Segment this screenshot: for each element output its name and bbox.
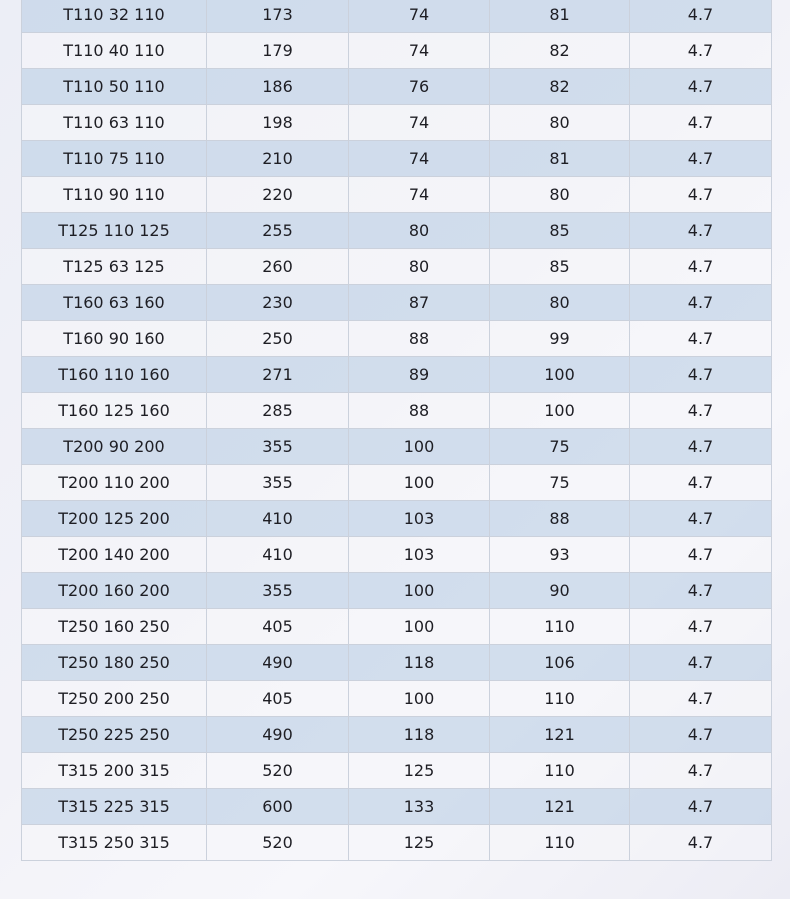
table-row (22, 609, 772, 645)
table-row (22, 0, 772, 33)
table-cell: T200 140 200 (22, 537, 207, 573)
table-cell: T200 90 200 (22, 429, 207, 465)
table-cell: 80 (349, 249, 490, 285)
table-cell: T110 50 110 (22, 69, 207, 105)
table-cell: 100 (349, 681, 490, 717)
table-cell: T200 125 200 (22, 501, 207, 537)
table-cell: 4.7 (630, 609, 772, 645)
table-cell: 405 (207, 609, 349, 645)
table-row (22, 753, 772, 789)
table-cell: 4.7 (630, 357, 772, 393)
table-cell: T160 63 160 (22, 285, 207, 321)
table-cell: 4.7 (630, 717, 772, 753)
table-cell: 90 (490, 573, 630, 609)
table-cell: 4.7 (630, 213, 772, 249)
table-cell: 4.7 (630, 465, 772, 501)
table-cell: 355 (207, 573, 349, 609)
table-cell: 4.7 (630, 249, 772, 285)
table-cell: 82 (490, 33, 630, 69)
table-cell: 110 (490, 609, 630, 645)
spec-table-container (21, 0, 771, 861)
table-cell: 125 (349, 753, 490, 789)
table-cell: 80 (490, 285, 630, 321)
table-cell: 80 (349, 213, 490, 249)
table-cell: 405 (207, 681, 349, 717)
table-cell: 121 (490, 717, 630, 753)
table-cell: 103 (349, 501, 490, 537)
table-cell: 110 (490, 681, 630, 717)
table-cell: 74 (349, 33, 490, 69)
table-cell: 4.7 (630, 645, 772, 681)
table-cell: 4.7 (630, 537, 772, 573)
table-cell: 285 (207, 393, 349, 429)
table-cell: 88 (490, 501, 630, 537)
table-cell: 4.7 (630, 177, 772, 213)
table-cell: 88 (349, 321, 490, 357)
table-cell: 118 (349, 645, 490, 681)
table-row (22, 573, 772, 609)
table-cell: 75 (490, 465, 630, 501)
table-cell: 133 (349, 789, 490, 825)
table-cell: 74 (349, 177, 490, 213)
table-cell: 271 (207, 357, 349, 393)
table-cell: 186 (207, 69, 349, 105)
table-row (22, 69, 772, 105)
table-cell: T125 63 125 (22, 249, 207, 285)
table-row (22, 357, 772, 393)
table-cell: 100 (349, 609, 490, 645)
spec-table (21, 0, 772, 861)
table-cell: 88 (349, 393, 490, 429)
table-cell: T110 63 110 (22, 105, 207, 141)
table-cell: 100 (349, 465, 490, 501)
table-cell: 4.7 (630, 321, 772, 357)
table-cell: 520 (207, 753, 349, 789)
table-cell: 4.7 (630, 753, 772, 789)
table-row (22, 429, 772, 465)
table-cell: T200 110 200 (22, 465, 207, 501)
table-row (22, 501, 772, 537)
table-cell: T250 180 250 (22, 645, 207, 681)
table-cell: 100 (490, 357, 630, 393)
table-cell: T160 110 160 (22, 357, 207, 393)
table-row (22, 33, 772, 69)
table-cell: 4.7 (630, 393, 772, 429)
table-cell: 220 (207, 177, 349, 213)
table-cell: T125 110 125 (22, 213, 207, 249)
table-cell: T160 90 160 (22, 321, 207, 357)
table-row (22, 141, 772, 177)
table-cell: 118 (349, 717, 490, 753)
table-cell: 74 (349, 141, 490, 177)
table-cell: 490 (207, 645, 349, 681)
table-row (22, 213, 772, 249)
table-cell: 110 (490, 825, 630, 861)
table-cell: 355 (207, 465, 349, 501)
table-cell: 121 (490, 789, 630, 825)
table-cell: 4.7 (630, 681, 772, 717)
table-cell: 110 (490, 753, 630, 789)
table-cell: T200 160 200 (22, 573, 207, 609)
table-cell: 99 (490, 321, 630, 357)
table-cell: 75 (490, 429, 630, 465)
table-cell: 255 (207, 213, 349, 249)
table-cell: 100 (349, 429, 490, 465)
table-cell: 4.7 (630, 429, 772, 465)
table-row (22, 393, 772, 429)
table-cell: 125 (349, 825, 490, 861)
table-cell: T315 225 315 (22, 789, 207, 825)
table-cell: T110 75 110 (22, 141, 207, 177)
table-cell: 520 (207, 825, 349, 861)
table-cell: 410 (207, 537, 349, 573)
table-row (22, 105, 772, 141)
table-cell: 4.7 (630, 105, 772, 141)
table-row (22, 645, 772, 681)
table-cell: 80 (490, 105, 630, 141)
table-cell: T315 250 315 (22, 825, 207, 861)
table-row (22, 285, 772, 321)
table-row (22, 681, 772, 717)
table-cell: 355 (207, 429, 349, 465)
table-cell: 87 (349, 285, 490, 321)
table-cell: 80 (490, 177, 630, 213)
table-cell: T250 225 250 (22, 717, 207, 753)
table-cell: 103 (349, 537, 490, 573)
table-cell: 4.7 (630, 141, 772, 177)
table-row (22, 321, 772, 357)
table-cell: 74 (349, 0, 490, 33)
table-row (22, 177, 772, 213)
table-cell: T160 125 160 (22, 393, 207, 429)
table-row (22, 717, 772, 753)
spec-table-body (22, 0, 772, 861)
table-cell: 106 (490, 645, 630, 681)
table-cell: T250 200 250 (22, 681, 207, 717)
table-cell: 76 (349, 69, 490, 105)
table-cell: 89 (349, 357, 490, 393)
table-cell: 85 (490, 249, 630, 285)
table-cell: T110 90 110 (22, 177, 207, 213)
table-cell: 210 (207, 141, 349, 177)
table-cell: 100 (490, 393, 630, 429)
table-cell: 4.7 (630, 825, 772, 861)
table-cell: 260 (207, 249, 349, 285)
table-cell: 4.7 (630, 573, 772, 609)
table-cell: 4.7 (630, 33, 772, 69)
table-row (22, 249, 772, 285)
table-cell: 4.7 (630, 0, 772, 33)
table-cell: 93 (490, 537, 630, 573)
table-cell: 230 (207, 285, 349, 321)
table-cell: T250 160 250 (22, 609, 207, 645)
table-cell: 81 (490, 0, 630, 33)
table-cell: 173 (207, 0, 349, 33)
table-cell: 179 (207, 33, 349, 69)
table-cell: T315 200 315 (22, 753, 207, 789)
table-cell: 4.7 (630, 789, 772, 825)
table-cell: T110 40 110 (22, 33, 207, 69)
table-cell: 100 (349, 573, 490, 609)
table-cell: 82 (490, 69, 630, 105)
table-cell: 81 (490, 141, 630, 177)
table-cell: 490 (207, 717, 349, 753)
table-row (22, 537, 772, 573)
table-cell: T110 32 110 (22, 0, 207, 33)
table-row (22, 825, 772, 861)
table-cell: 600 (207, 789, 349, 825)
table-row (22, 789, 772, 825)
table-cell: 410 (207, 501, 349, 537)
table-cell: 250 (207, 321, 349, 357)
table-row (22, 465, 772, 501)
table-cell: 74 (349, 105, 490, 141)
table-cell: 85 (490, 213, 630, 249)
table-cell: 4.7 (630, 69, 772, 105)
table-cell: 4.7 (630, 285, 772, 321)
table-cell: 4.7 (630, 501, 772, 537)
table-cell: 198 (207, 105, 349, 141)
